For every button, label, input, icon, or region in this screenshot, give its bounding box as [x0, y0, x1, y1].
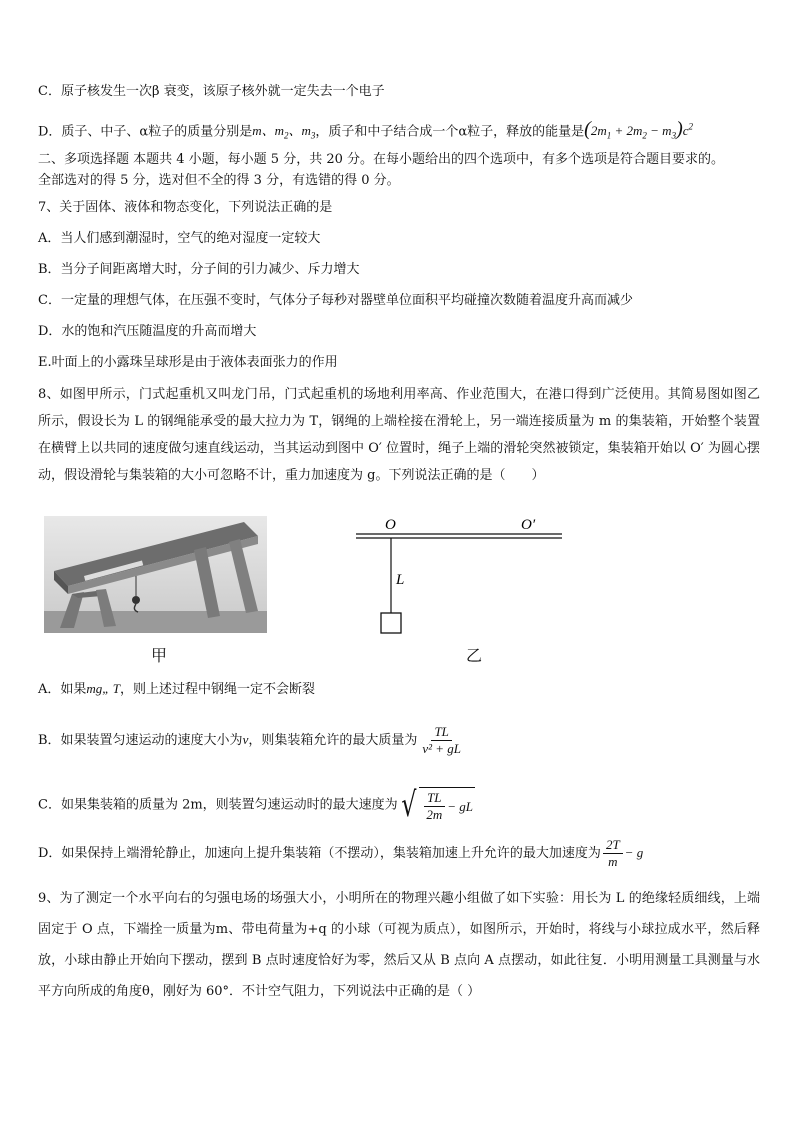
q8-option-d-pre: D．如果保持上端滑轮静止，加速向上提升集装箱（不摆动），集装箱加速上升允许的最大加速度为: [38, 846, 601, 861]
q8-option-b: [38, 724, 466, 757]
container-box: [381, 613, 401, 633]
gantry-crane-photo: [44, 516, 267, 633]
q8-option-a-post: ，则上述过程中钢绳一定不会断裂: [120, 682, 316, 697]
q8-option-d-numerator: 2T: [603, 837, 623, 854]
q8-option-c: [38, 787, 475, 823]
q8-option-b-denominator: v² + gL: [422, 741, 462, 756]
option-d-formula: $(2m_1 + 2m_2 - m_3)c^2$: [584, 118, 694, 141]
q7-option-e: E.叶面上的小露珠呈球形是由于液体表面张力的作用: [38, 355, 338, 370]
q9-stem: 9、为了测定一个水平向右的匀强电场的场强大小，小明所在的物理兴趣小组做了如下实验：用长为 L 的绝缘轻质细线，上端固定于 O 点，下端拴一质量为m、带电荷量为+q 的小球（可视为质点），如图所示，开始时，将线与小球拉成水平，然后释放，小球由静止开始向下摆动，摆到 B 点时速度恰好为零，然后又从 B 点向 A 点摆动，如此往复．小明用测量工具测量与水平方向所成的角度θ，刚好为 60°．不计空气阻力，下列说法中正确的是（ ）: [38, 891, 760, 999]
q8-option-d-denominator: m: [608, 854, 618, 869]
point-o-prime-label: O′: [521, 517, 536, 533]
q8-option-c-numerator: TL: [424, 790, 444, 807]
q8-stem: 8、如图甲所示，门式起重机又叫龙门吊，门式起重机的场地利用率高、作业范围大，在港口得到广泛使用。其简易图如图乙所示，假设长为 L 的钢绳能承受的最大拉力为 T，钢绳的上端栓接在滑轮上，另一端连接质量为 m 的集装箱，开始整个装置在横臂上以共同的速度做匀速直线运动，当其运动到图中 O′ 位置时，绳子上端的滑轮突然被锁定，集装箱开始以 O′ 为圆心摆动，假设滑轮与集装箱的大小可忽略不计，重力加速度为 g。下列说法正确的是（ ）: [38, 387, 760, 483]
q7-stem: 7、关于固体、液体和物态变化，下列说法正确的是: [38, 200, 333, 215]
q8-option-a-pre: A．如果: [38, 682, 87, 697]
q8-option-c-tail: − gL: [447, 798, 474, 814]
figure-label-yi: 乙: [466, 646, 483, 665]
q8-option-b-post: ，则集装箱允许的最大质量为: [248, 733, 418, 748]
q8-option-b-fraction: [419, 724, 464, 757]
q8-option-d: [38, 837, 643, 870]
figure-label-jia: 甲: [151, 646, 168, 665]
q8-option-b-numerator: TL: [431, 724, 451, 741]
q7-option-c: C．一定量的理想气体，在压强不变时，气体分子每秒对器壁单位面积平均碰撞次数随着温度升高而减少: [38, 293, 633, 308]
q8-option-c-denominator: 2m: [426, 807, 443, 822]
option-d-text: D．质子、中子、α粒子的质量分别是: [38, 124, 253, 140]
q8-option-b-v: v: [242, 732, 249, 747]
q8-option-c-pre: C．如果集装箱的质量为 2m，则装置匀速运动时的最大速度为: [38, 797, 398, 813]
q7-option-a: A．当人们感到潮湿时，空气的绝对湿度一定较大: [38, 231, 321, 246]
q7-option-d: D．水的饱和汽压随温度的升高而增大: [38, 324, 257, 339]
q8-option-c-sqrt: √ $\frac{TL}{2m}$ − gL: [400, 785, 474, 825]
section-2-line1: 二、多项选择题 本题共 4 小题，每小题 5 分，共 20 分。在每小题给出的四个选项中，有多个选项是符合题目要求的。: [38, 152, 725, 167]
q7-option-b: B．当分子间距离增大时，分子间的引力减少、斥力增大: [38, 262, 360, 277]
length-l-label: L: [396, 572, 405, 588]
pendulum-diagram: [350, 510, 570, 640]
q8-option-a-math: mg„ T: [86, 681, 120, 696]
option-c-text: C．原子核发生一次β 衰变，该原子核外就一定失去一个电子: [38, 84, 385, 99]
point-o-label: O: [385, 517, 396, 533]
option-d-mid: ，质子和中子结合成一个α粒子，释放的能量是: [315, 124, 585, 140]
q8-option-d-fraction: [603, 837, 623, 870]
section-2-line2: 全部选对的得 5 分，选对但不全的得 3 分，有选错的得 0 分。: [38, 173, 400, 188]
q8-option-a: [38, 679, 315, 700]
option-d-masses: m、$m_2$、$m_3$: [252, 123, 316, 141]
q8-option-b-pre: B．如果装置匀速运动的速度大小为: [38, 733, 243, 748]
q8-option-d-tail: − g: [624, 845, 644, 860]
option-d: [38, 117, 693, 146]
